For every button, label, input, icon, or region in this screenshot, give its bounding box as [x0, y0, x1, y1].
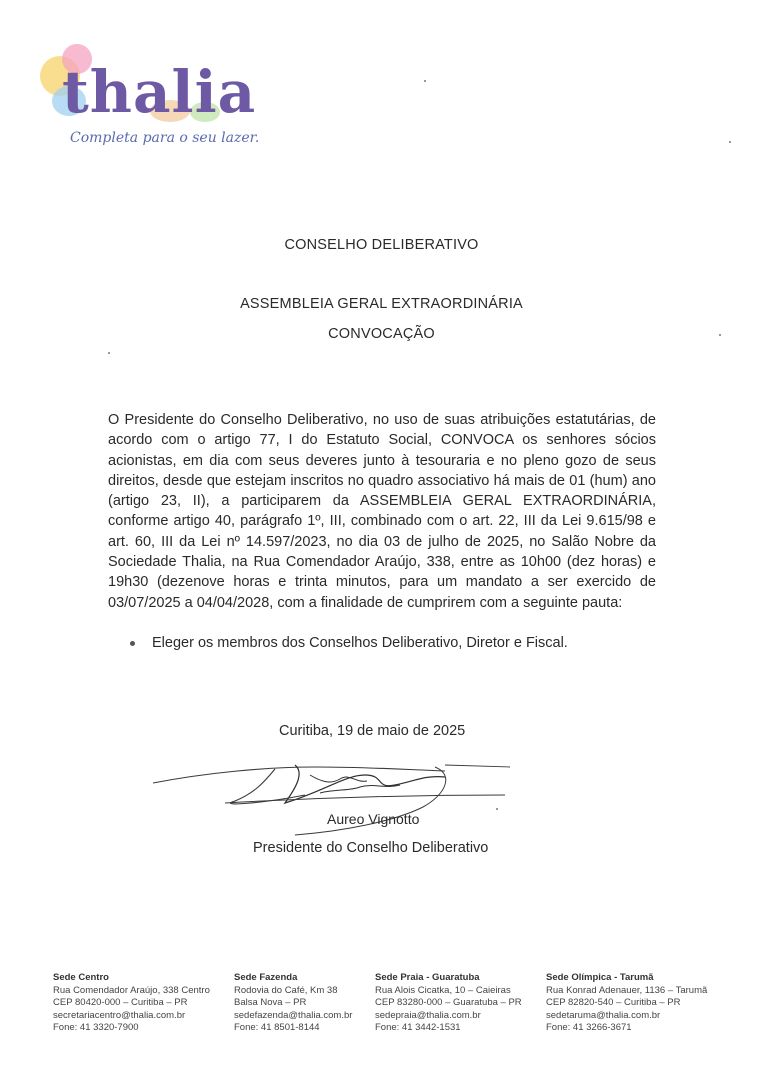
- footer-email: sedepraia@thalia.com.br: [375, 1009, 481, 1021]
- council-heading: CONSELHO DELIBERATIVO: [284, 237, 479, 253]
- footer-title: Sede Olímpica - Tarumã: [546, 972, 654, 983]
- footer-email: sedefazenda@thalia.com.br: [234, 1009, 353, 1021]
- notice-heading: CONVOCAÇÃO: [328, 326, 435, 342]
- footer-email: sedetaruma@thalia.com.br: [546, 1009, 661, 1021]
- bullet-icon: [130, 641, 135, 646]
- signer-name: Aureo Vignotto: [327, 811, 420, 827]
- footer-sede-centro: [53, 972, 210, 1035]
- footer-sede-praia: [375, 972, 522, 1035]
- footer-address: Rua Alois Cicatka, 10 – Caieiras: [375, 984, 511, 996]
- scan-speck: [729, 141, 731, 143]
- footer-title: Sede Fazenda: [234, 972, 298, 983]
- footer-cep: Balsa Nova – PR: [234, 997, 307, 1008]
- logo-wordmark: thalia: [62, 58, 257, 126]
- footer-sede-olimpica: [546, 972, 707, 1035]
- city-date: Curitiba, 19 de maio de 2025: [279, 723, 466, 739]
- agenda-item: [128, 635, 648, 651]
- assembly-heading: ASSEMBLEIA GERAL EXTRAORDINÁRIA: [240, 296, 523, 312]
- footer-address: Rua Konrad Adenauer, 1136 – Tarumã: [546, 984, 708, 996]
- footer-phone: Fone: 41 3266-3671: [546, 1022, 632, 1033]
- scan-speck: [424, 80, 426, 82]
- footer-address: Rodovia do Café, Km 38: [234, 984, 338, 996]
- footer-email: secretariacentro@thalia.com.br: [53, 1009, 186, 1021]
- footer-phone: Fone: 41 8501-8144: [234, 1022, 320, 1033]
- footer-cep: CEP 83280-000 – Guaratuba – PR: [375, 997, 522, 1008]
- agenda-list: [128, 635, 648, 651]
- agenda-item-text: Eleger os membros dos Conselhos Deliberativo, Diretor e Fiscal.: [152, 635, 568, 651]
- thalia-logo: [40, 38, 300, 158]
- signer-role: Presidente do Conselho Deliberativo: [253, 840, 489, 856]
- logo-tagline: Completa para o seu lazer.: [70, 130, 260, 146]
- footer-title: Sede Praia - Guaratuba: [375, 972, 480, 983]
- footer-phone: Fone: 41 3320-7900: [53, 1022, 139, 1033]
- scan-speck: [496, 808, 498, 810]
- footer-sede-fazenda: [234, 972, 352, 1035]
- footer-phone: Fone: 41 3442-1531: [375, 1022, 461, 1033]
- footer-cep: CEP 82820-540 – Curitiba – PR: [546, 997, 681, 1008]
- footer-cep: CEP 80420-000 – Curitiba – PR: [53, 997, 188, 1008]
- footer-title: Sede Centro: [53, 972, 109, 983]
- footer-address: Rua Comendador Araújo, 338 Centro: [53, 984, 210, 996]
- convocation-paragraph: O Presidente do Conselho Deliberativo, no uso de suas atribuições estatutárias, de acordo com o artigo 77, I do Estatuto Social, CONVOCA os senhores sócios acionistas, em dia com seus deveres junto à tesouraria e no pleno gozo de seus direitos, desde que estejam inscritos no quadro associativo há mais de 01 (hum) ano (artigo 23, II), a participarem da ASSEMBLEIA GERAL EXTRAORDINÁRIA, conforme artigo 40, parágrafo 1º, III, combinado com o art. 22, III da Lei 9.615/98 e art. 60, III da Lei nº 14.597/2023, no dia 03 de julho de 2025, no Salão Nobre da Sociedade Thalia, na Rua Comendador Araújo, 338, entre as 10h00 (dez horas) e 19h30 (dezenove horas e trinta minutos, para um mandato a ser exercido de 03/07/2025 a 04/04/2028, com a finalidade de cumprirem com a seguinte pauta:: [108, 412, 656, 611]
- scan-speck: [719, 334, 721, 336]
- scan-speck: [108, 352, 110, 354]
